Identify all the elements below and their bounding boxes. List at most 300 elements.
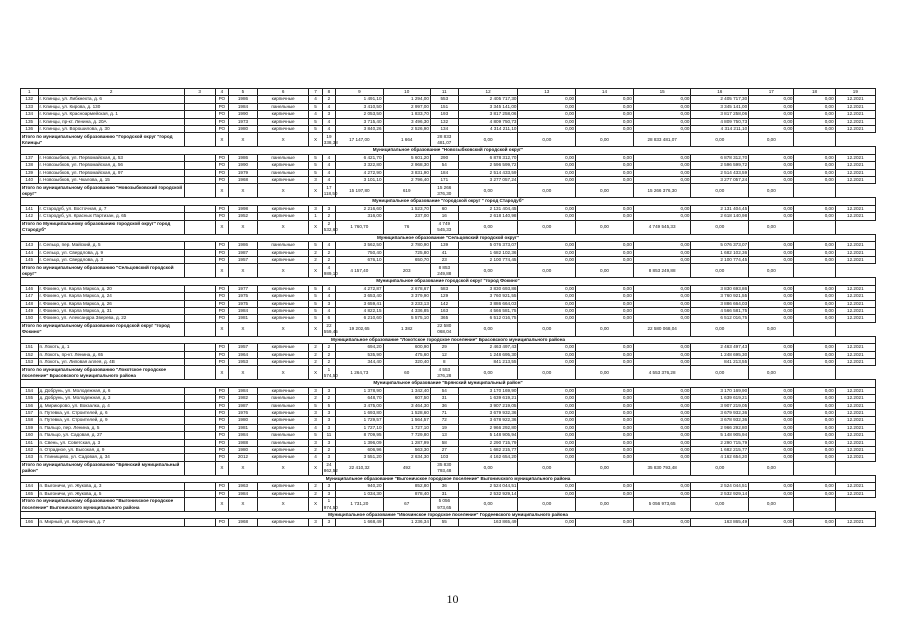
table-row — [21, 395, 876, 402]
table-cell: 1984 — [229, 103, 258, 110]
table-cell: кирпичные — [257, 410, 309, 417]
address-cell: г. Стародуб, ул. Красных Партизан, д. 65 — [38, 213, 184, 220]
table-cell: 0,00 — [633, 387, 691, 394]
table-cell: РО — [215, 154, 228, 161]
total-cell: 203 — [383, 264, 430, 278]
table-cell: 0,00 — [749, 417, 794, 424]
table-row — [21, 410, 876, 417]
address-cell: г. Фокино, ул. Карла Маркса, д. 26 — [38, 300, 184, 307]
table-cell: 8 — [430, 358, 458, 365]
table-cell: 553 — [430, 96, 458, 103]
total-cell: 0,00 — [458, 220, 518, 234]
table-cell: 159 — [21, 424, 39, 431]
table-cell: 0,00 — [749, 432, 794, 439]
total-cell: 0,00 — [458, 184, 518, 198]
table-cell: 365 — [430, 315, 458, 322]
table-cell: 12.2021 — [835, 358, 875, 365]
table-cell: 152 — [21, 351, 39, 358]
table-cell: кирпичные — [257, 519, 309, 526]
table-cell: РО — [215, 395, 228, 402]
table-cell: 1990 — [229, 111, 258, 118]
table-cell: 158 — [21, 417, 39, 424]
table-cell: 841 213,55 — [458, 358, 518, 365]
table-cell: 607,50 — [383, 395, 430, 402]
table-cell: 0,00 — [518, 490, 576, 497]
table-cell: 0,00 — [794, 417, 835, 424]
table-cell — [184, 402, 215, 409]
table-cell: 2 216,60 — [336, 205, 383, 212]
table-cell: 0,00 — [576, 395, 634, 402]
table-cell: 1 378,90 — [336, 387, 383, 394]
table-cell: 12.2021 — [835, 483, 875, 490]
table-cell: 3 — [322, 490, 335, 497]
table-cell: кирпичные — [257, 447, 309, 454]
table-cell: 4 272,90 — [336, 169, 383, 176]
table-cell: 3 — [322, 439, 335, 446]
table-cell: 4 272,87 — [336, 285, 383, 292]
table-cell: 0,00 — [794, 519, 835, 526]
table-cell: 141 — [21, 205, 39, 212]
table-cell: 162 — [21, 447, 39, 454]
table-row — [21, 315, 876, 322]
table-cell: 878,40 — [383, 490, 430, 497]
table-cell: кирпичные — [257, 344, 309, 351]
table-cell: 2 463 497,43 — [458, 344, 518, 351]
table-cell: 0,00 — [576, 177, 634, 184]
total-cell: Х — [229, 322, 258, 336]
table-cell: 583 — [430, 285, 458, 292]
table-cell: 31 — [430, 490, 458, 497]
table-cell: 58 — [430, 439, 458, 446]
table-cell: 12.2021 — [835, 432, 875, 439]
table-cell: 1 682 215,77 — [458, 447, 518, 454]
total-cell: 5 056 973,65 — [633, 498, 691, 512]
table-cell: 12 — [430, 351, 458, 358]
total-cell: 22 580 068,04 — [430, 322, 458, 336]
total-cell: 0,00 — [458, 133, 518, 147]
total-cell: Х — [229, 220, 258, 234]
address-cell: г. Клинцы, ул. Кирова, д. 130 — [38, 103, 184, 110]
table-cell: 6 512 016,75 — [458, 315, 518, 322]
table-cell: РО — [215, 402, 228, 409]
table-cell: 1 294,00 — [383, 96, 430, 103]
table-cell: РО — [215, 439, 228, 446]
table-cell: 1 248 695,30 — [691, 351, 749, 358]
table-cell — [184, 169, 215, 176]
table-cell — [184, 358, 215, 365]
column-number-cell: 16 — [691, 89, 749, 96]
section-heading-row — [21, 147, 876, 154]
table-cell: 0,00 — [749, 358, 794, 365]
column-number-cell: 14 — [576, 89, 634, 96]
table-cell: РО — [215, 410, 228, 417]
total-cell: 0,00 — [749, 264, 794, 278]
total-cell: 0,00 — [458, 322, 518, 336]
table-row — [21, 358, 876, 365]
table-cell: 147 — [21, 293, 39, 300]
table-cell: 12.2021 — [835, 256, 875, 263]
table-cell: 2 524 044,51 — [691, 483, 749, 490]
table-cell: 12.2021 — [835, 439, 875, 446]
column-number-cell: 19 — [835, 89, 875, 96]
total-cell: Х — [215, 220, 228, 234]
table-cell: 0,00 — [576, 358, 634, 365]
table-cell: 0,00 — [576, 387, 634, 394]
table-cell: 12.2021 — [835, 103, 875, 110]
column-number-cell: 9 — [336, 89, 383, 96]
total-cell: 22 559,45 — [323, 323, 338, 335]
table-cell: 0,00 — [518, 387, 576, 394]
total-cell: 4 749 545,33 — [430, 220, 458, 234]
section-heading: Муниципальное образование "Ивочинское городское поселение" Гордеевского муниципального района — [21, 512, 876, 519]
table-cell: 55 — [430, 519, 458, 526]
table-cell: 1 564,57 — [383, 417, 430, 424]
table-cell: 0,00 — [518, 213, 576, 220]
table-cell — [184, 307, 215, 314]
table-cell: 606,96 — [336, 447, 383, 454]
table-cell: 0,00 — [794, 424, 835, 431]
table-cell: 16 — [430, 213, 458, 220]
table-cell: 12.2021 — [835, 402, 875, 409]
table-row — [21, 162, 876, 169]
table-cell — [184, 410, 215, 417]
table-cell: 0,00 — [576, 111, 634, 118]
table-cell: 1987 — [229, 402, 258, 409]
table-cell: 1977 — [229, 285, 258, 292]
table-cell: 103 — [430, 454, 458, 461]
total-cell: Х — [257, 498, 309, 512]
table-cell: 2 — [322, 351, 335, 358]
table-cell: 0,00 — [749, 300, 794, 307]
table-cell: 23 — [430, 256, 458, 263]
table-cell: 12.2021 — [835, 154, 875, 161]
table-cell: панельные — [257, 402, 309, 409]
table-cell: 0,00 — [749, 424, 794, 431]
table-cell: 0,00 — [576, 285, 634, 292]
table-cell: 0,00 — [749, 205, 794, 212]
table-cell: 0,00 — [518, 395, 576, 402]
total-label: Итого по муниципальному образованию "Новозыбковский городской округ" — [21, 184, 185, 198]
address-cell: д. Добрунь, ул. Молодежная, д. 3 — [38, 395, 184, 402]
total-cell: 67 — [383, 498, 430, 512]
table-row — [21, 256, 876, 263]
total-cell: Х — [309, 461, 322, 475]
total-cell: 1 760,70 — [336, 220, 383, 234]
table-cell: 0,00 — [749, 410, 794, 417]
table-cell: 143 — [21, 242, 39, 249]
table-cell — [184, 205, 215, 212]
total-cell: 0,00 — [458, 461, 518, 475]
total-cell: 0,00 — [576, 184, 634, 198]
table-cell: 600,90 — [383, 344, 430, 351]
table-cell: 0,00 — [749, 315, 794, 322]
table-cell: РО — [215, 256, 228, 263]
table-cell: кирпичные — [257, 177, 309, 184]
table-row — [21, 432, 876, 439]
table-cell: 4 314 211,10 — [458, 126, 518, 133]
table-cell: 5 — [309, 300, 322, 307]
table-cell: кирпичные — [257, 454, 309, 461]
table-row — [21, 285, 876, 292]
section-heading: Муниципальное образование "Новозыбковский городской округ" — [21, 147, 876, 154]
table-cell: 0,00 — [633, 177, 691, 184]
table-cell: 31 — [430, 395, 458, 402]
total-cell: 0,00 — [576, 461, 634, 475]
total-cell: Х — [257, 322, 309, 336]
table-cell: 0,00 — [518, 432, 576, 439]
table-cell: 2 463 497,43 — [691, 344, 749, 351]
table-cell: 3 — [309, 387, 322, 394]
total-cell: Х — [215, 264, 228, 278]
table-cell: 4 162 654,20 — [458, 454, 518, 461]
column-number-cell: 13 — [518, 89, 576, 96]
address-cell: г. Стародуб, ул. Восточная, д. 7 — [38, 205, 184, 212]
table-cell: 4 — [322, 103, 335, 110]
total-cell: Х — [309, 498, 322, 512]
total-cell: 15 266 376,30 — [633, 184, 691, 198]
total-label: Итого по Муниципальному образованию городской округ" город Стародуб" — [21, 220, 185, 234]
address-cell: г. Новозыбков, ул. Первомайская, д. 53 — [38, 154, 184, 161]
table-cell: 3 715,40 — [336, 118, 383, 125]
table-cell: 150 — [21, 315, 39, 322]
total-cell: Х — [215, 133, 228, 147]
table-row — [21, 483, 876, 490]
table-cell: кирпичные — [257, 213, 309, 220]
table-cell: 0,00 — [576, 417, 634, 424]
table-cell: 0,00 — [794, 358, 835, 365]
total-cell: 8 853 249,88 — [633, 264, 691, 278]
total-cell — [794, 322, 835, 336]
table-cell: 1998 — [229, 205, 258, 212]
table-cell: 0,00 — [633, 490, 691, 497]
total-row — [21, 322, 876, 336]
table-cell: 3 — [322, 424, 335, 431]
section-heading: Муниципальное образование "Выгоничское городское поселение" Выгоничского муниципального района — [21, 475, 876, 482]
section-heading-row — [21, 512, 876, 519]
table-cell: 2 997,00 — [383, 103, 430, 110]
total-cell: Х — [215, 184, 228, 198]
table-cell: 0,00 — [576, 490, 634, 497]
table-cell: 2 532 929,14 — [691, 490, 749, 497]
table-cell: 0,00 — [749, 490, 794, 497]
table-cell: 139 — [430, 242, 458, 249]
table-cell: 0,00 — [633, 344, 691, 351]
table-cell: 1 236,34 — [383, 519, 430, 526]
total-cell: 0,00 — [691, 264, 749, 278]
address-cell: п. Мирный, ул. Кирпичная, д. 7 — [38, 519, 184, 526]
table-cell: 0,00 — [518, 103, 576, 110]
total-cell: 22 580 068,04 — [633, 322, 691, 336]
total-cell — [184, 133, 215, 147]
table-cell: 148 — [21, 300, 39, 307]
table-cell: 3 277 057,24 — [458, 177, 518, 184]
column-number-cell: 10 — [383, 89, 430, 96]
section-heading-row — [21, 336, 876, 343]
total-cell: 619 — [383, 184, 430, 198]
column-number-cell: 4 — [215, 89, 228, 96]
total-cell: 0,00 — [691, 220, 749, 234]
table-cell: 1987 — [229, 249, 258, 256]
total-cell: 0,00 — [749, 133, 794, 147]
table-cell: 0,00 — [633, 293, 691, 300]
table-cell: 0,00 — [749, 126, 794, 133]
total-cell: 19 202,65 — [336, 322, 383, 336]
table-cell: 12.2021 — [835, 300, 875, 307]
table-cell — [184, 519, 215, 526]
total-cell: 0,00 — [691, 322, 749, 336]
table-cell: 151 — [430, 103, 458, 110]
total-row — [21, 461, 876, 475]
total-cell: 8 853 249,88 — [430, 264, 458, 278]
total-cell: 0,00 — [518, 498, 576, 512]
table-cell: 1981 — [229, 424, 258, 431]
table-cell: 0,00 — [794, 490, 835, 497]
table-cell: 0,00 — [518, 519, 576, 526]
table-cell: 0,00 — [749, 307, 794, 314]
table-cell: 0,00 — [749, 344, 794, 351]
address-cell: п. Пальцо, ул. Садовая, д. 27 — [38, 432, 184, 439]
table-cell: 0,00 — [749, 118, 794, 125]
table-cell: 0,00 — [749, 395, 794, 402]
total-cell: 0,00 — [518, 184, 576, 198]
total-cell: 4 553 376,28 — [430, 366, 458, 380]
total-cell: 4 553 376,28 — [633, 366, 691, 380]
total-cell: Х — [309, 133, 322, 147]
table-row — [21, 205, 876, 212]
address-cell: п. Путевка, ул. Строителей, д. 9 — [38, 417, 184, 424]
table-cell: 5 148 905,94 — [691, 432, 749, 439]
table-cell: РО — [215, 249, 228, 256]
table-cell: 0,00 — [633, 242, 691, 249]
total-cell: 0,00 — [749, 366, 794, 380]
table-cell: 164 — [21, 483, 39, 490]
table-cell: 0,00 — [576, 169, 634, 176]
table-cell: 139 — [21, 169, 39, 176]
table-cell: 0,00 — [576, 213, 634, 220]
table-cell: 1984 — [229, 307, 258, 314]
table-cell: 0,00 — [576, 118, 634, 125]
table-cell: 1984 — [229, 490, 258, 497]
table-cell: 0,00 — [794, 454, 835, 461]
table-cell: 694,20 — [336, 344, 383, 351]
total-cell: Х — [309, 264, 322, 278]
table-cell: 0,00 — [749, 169, 794, 176]
table-cell: 3 886 664,03 — [458, 300, 518, 307]
column-number-cell: 12 — [458, 89, 518, 96]
table-cell: 2 618 140,98 — [691, 213, 749, 220]
table-row — [21, 351, 876, 358]
table-cell: кирпичные — [257, 249, 309, 256]
table-cell: 6 878 312,70 — [458, 154, 518, 161]
table-cell: 134 — [430, 126, 458, 133]
table-cell: 163 — [430, 307, 458, 314]
table-cell: РО — [215, 490, 228, 497]
total-cell: 1 264,73 — [336, 366, 383, 380]
table-cell: 2012 — [229, 454, 258, 461]
total-cell — [184, 461, 215, 475]
table-cell: кирпичные — [257, 307, 309, 314]
total-cell: Х — [309, 322, 322, 336]
table-cell: 6 421,70 — [336, 154, 383, 161]
table-cell: 4 809 750,73 — [691, 118, 749, 125]
table-cell: 1 727,10 — [383, 424, 430, 431]
table-cell: 2 — [309, 395, 322, 402]
total-cell: 1 974,50 — [323, 498, 338, 510]
column-number-cell: 3 — [184, 89, 215, 96]
table-cell: 2 780,90 — [383, 242, 430, 249]
table-row — [21, 300, 876, 307]
table-cell: 12.2021 — [835, 387, 875, 394]
table-cell: 12.2021 — [835, 315, 875, 322]
table-cell: 1 727,10 — [336, 424, 383, 431]
table-cell: 4 — [309, 96, 322, 103]
table-row — [21, 126, 876, 133]
table-cell: 0,00 — [633, 256, 691, 263]
table-cell: 12.2021 — [835, 344, 875, 351]
table-cell: 36 — [430, 402, 458, 409]
table-cell: РО — [215, 118, 228, 125]
table-cell: РО — [215, 285, 228, 292]
table-cell: 163 — [21, 454, 39, 461]
table-cell: 11 — [322, 432, 335, 439]
table-cell: 2 634,30 — [383, 454, 430, 461]
table-cell: 0,00 — [518, 126, 576, 133]
total-cell: 17 118,50 — [323, 184, 338, 196]
table-cell: 3 831,90 — [383, 169, 430, 176]
table-cell: 12.2021 — [835, 293, 875, 300]
table-cell: 5 — [309, 293, 322, 300]
total-cell: 4 749 545,33 — [633, 220, 691, 234]
table-cell: 0,00 — [576, 344, 634, 351]
table-cell: панельные — [257, 154, 309, 161]
table-cell: 2 526,90 — [383, 126, 430, 133]
table-cell: 852,80 — [383, 483, 430, 490]
table-cell: 161 — [21, 439, 39, 446]
table-cell: панельные — [257, 103, 309, 110]
table-cell: 0,00 — [576, 300, 634, 307]
total-cell — [794, 220, 835, 234]
column-number-row — [21, 89, 876, 96]
column-number-cell: 7 — [309, 89, 322, 96]
table-cell: 0,00 — [576, 293, 634, 300]
table-cell: 2 966 292,80 — [458, 424, 518, 431]
table-row — [21, 213, 876, 220]
total-cell — [184, 184, 215, 198]
table-cell: 0,00 — [576, 205, 634, 212]
table-cell: 3 907 219,05 — [691, 402, 749, 409]
table-cell: 3 — [322, 410, 335, 417]
table-cell: 3 464,30 — [383, 402, 430, 409]
table-cell: 1 034,30 — [336, 490, 383, 497]
table-cell: 2 524 044,51 — [458, 483, 518, 490]
total-cell: 35 830 793,48 — [430, 461, 458, 475]
table-row — [21, 387, 876, 394]
table-cell: 0,00 — [794, 293, 835, 300]
table-cell: 0,00 — [794, 162, 835, 169]
table-cell: 0,00 — [576, 249, 634, 256]
total-cell: 2 532,60 — [323, 220, 338, 233]
table-cell: 12.2021 — [835, 519, 875, 526]
table-cell: 0,00 — [794, 177, 835, 184]
total-cell — [794, 133, 835, 147]
table-cell: 12.2021 — [835, 351, 875, 358]
table-cell: 4 162 654,20 — [691, 454, 749, 461]
table-cell: 163 865,49 — [691, 519, 749, 526]
table-cell: 12.2021 — [835, 118, 875, 125]
table-cell: 5 — [309, 118, 322, 125]
table-cell: 1979 — [229, 169, 258, 176]
table-cell: 0,00 — [576, 126, 634, 133]
